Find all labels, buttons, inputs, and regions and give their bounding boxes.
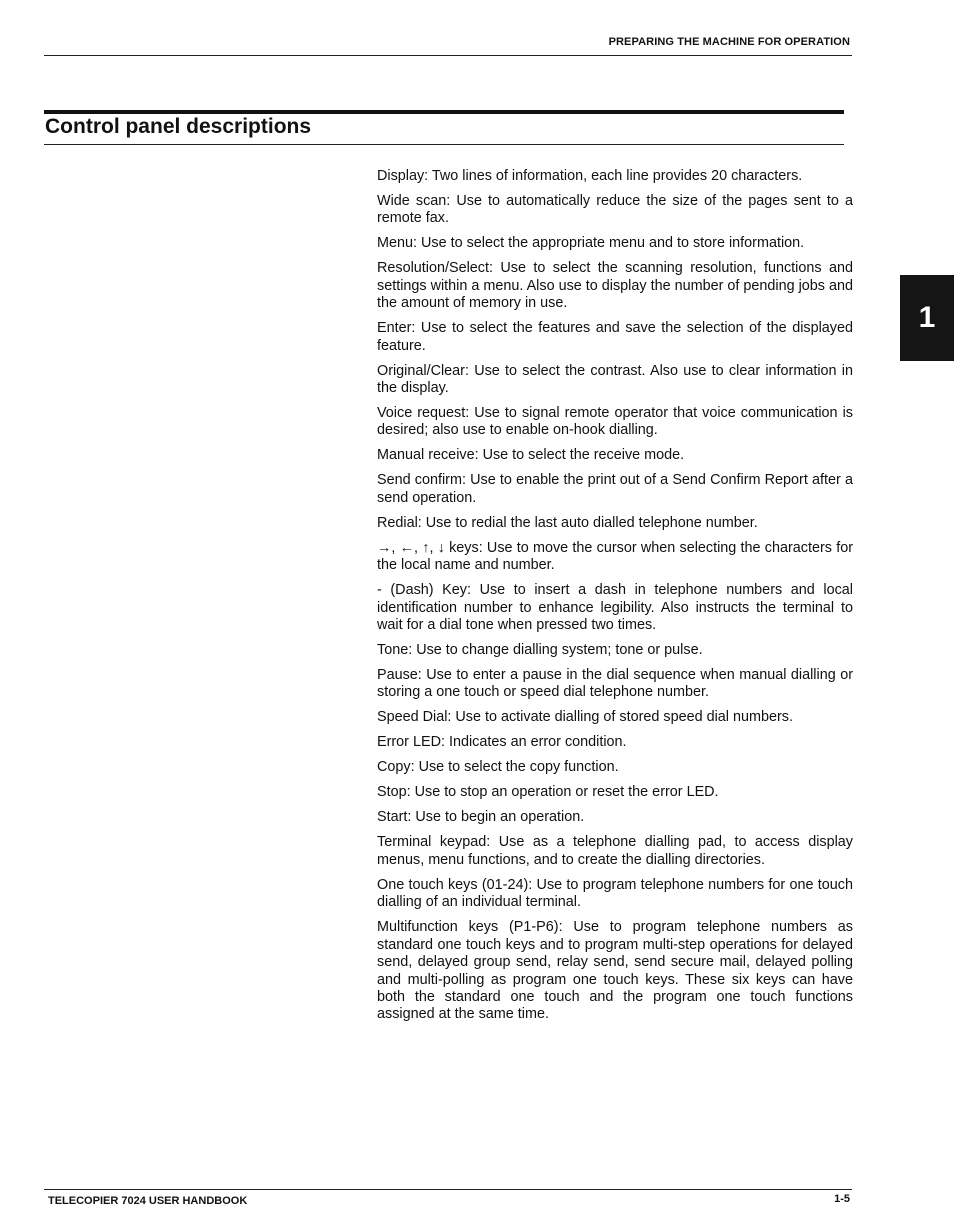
description-manual-receive: Manual receive: Use to select the receive mode. [377,447,685,464]
description-dash-key: - (Dash) Key: Use to insert a dash in telephone numbers and local identification number to enhance legibility. Also instructs the terminal to wait for a dial tone when pressed two times. [377,582,853,634]
description-display: Display: Two lines of information, each line provides 20 characters. [377,168,803,184]
description-start: Start: Use to begin an operation. [377,809,585,826]
description-tone: Tone: Use to change dialling system; tone or pulse. [377,642,703,659]
footer-handbook-title: TELECOPIER 7024 USER HANDBOOK [48,1195,248,1207]
description-pause: Pause: Use to enter a pause in the dial sequence when manual dialling or storing a one touch or speed dial telephone number. [377,667,853,701]
description-error-led: Error LED: Indicates an error condition. [377,734,627,751]
description-redial: Redial: Use to redial the last auto dialled telephone number. [377,514,758,531]
description-copy: Copy: Use to select the copy function. [377,759,619,776]
section-rule-thin [44,144,844,145]
description-send-confirm: Send confirm: Use to enable the print out of a Send Confirm Report after a send operation. [377,472,853,506]
section-rule-thick [44,110,844,114]
description-stop: Stop: Use to stop an operation or reset the error LED. [377,784,719,801]
description-resolution-select: Resolution/Select: Use to select the scanning resolution, functions and settings within a menu. Also use to display the number of pending jobs and the amount of memory in use. [377,260,853,312]
running-head: PREPARING THE MACHINE FOR OPERATION [608,36,850,48]
header-rule [44,55,852,56]
description-terminal-keypad: Terminal keypad: Use as a telephone dialling pad, to access display menus, menu functions, and to create the dialling directories. [377,834,853,868]
section-title: Control panel descriptions [45,115,312,138]
description-enter: Enter: Use to select the features and save the selection of the displayed feature. [377,320,853,354]
description-multifunction-keys: Multifunction keys (P1-P6): Use to program telephone numbers as standard one touch keys and to program multi-step operations for delayed send, delayed group send, relay send, send secure mail, delayed polling and multi-polling as program one touch keys. These six keys can have both the standard one touch and the program one touch functions assigned at the same time. [377,919,853,1023]
footer-page-number: 1-5 [834,1193,850,1205]
footer-rule [44,1189,852,1190]
description-one-touch-keys: One touch keys (01-24): Use to program telephone numbers for one touch dialling of an individual terminal. [377,876,853,911]
description-wide-scan: Wide scan: Use to automatically reduce the size of the pages sent to a remote fax. [377,193,853,227]
description-voice-request: Voice request: Use to signal remote operator that voice communication is desired; also use to enable on-hook dialling. [377,405,853,439]
description-speed-dial: Speed Dial: Use to activate dialling of stored speed dial numbers. [377,709,793,726]
description-list [377,168,853,1031]
description-original-clear: Original/Clear: Use to select the contrast. Also use to clear information in the display. [377,362,853,397]
description-arrow-keys: →, ←, ↑, ↓ keys: Use to move the cursor when selecting the characters for the local name and number. [377,539,853,574]
description-menu: Menu: Use to select the appropriate menu and to store information. [377,235,805,252]
chapter-tab: 1 [900,275,954,361]
